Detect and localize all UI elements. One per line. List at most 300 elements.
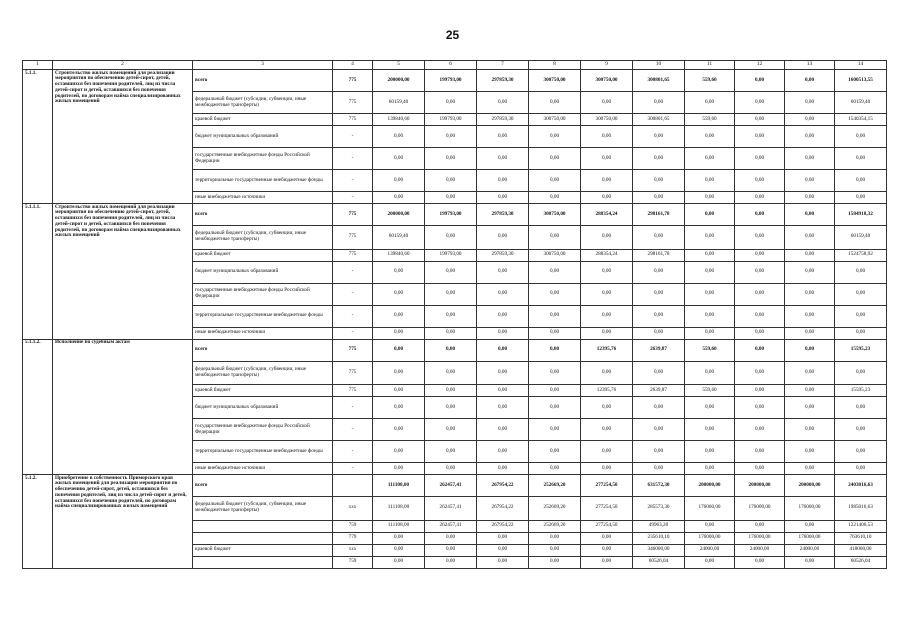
amount-cell: 0,00 (785, 361, 835, 385)
amount-cell: 0,00 (581, 226, 633, 250)
amount-cell: 267954,22 (477, 497, 529, 521)
amount-cell: 0,00 (633, 327, 685, 339)
amount-cell: 0,00 (373, 361, 425, 385)
amount-cell: 0,00 (633, 361, 685, 385)
amount-cell: 0,00 (835, 419, 887, 441)
amount-cell: 0,00 (581, 327, 633, 339)
amount-cell: 199793,00 (425, 204, 477, 226)
amount-cell: 200000,00 (373, 204, 425, 226)
amount-cell: 0,00 (735, 261, 785, 283)
column-number-9: 9 (581, 61, 633, 70)
amount-cell: 262457,41 (425, 497, 477, 521)
amount-cell: 0,00 (581, 419, 633, 441)
item-code: 5.1.1.2. (23, 339, 53, 475)
amount-cell: 0,00 (735, 148, 785, 170)
amount-cell: 0,00 (425, 544, 477, 556)
amount-cell: 0,00 (529, 170, 581, 192)
budget-code: - (333, 327, 373, 339)
amount-cell: 0,00 (529, 463, 581, 475)
amount-cell: 0,00 (785, 283, 835, 305)
funding-source: всего (193, 70, 333, 92)
amount-cell: 0,00 (581, 361, 633, 385)
amount-cell: 0,00 (529, 261, 581, 283)
amount-cell: 262457,41 (425, 475, 477, 497)
amount-cell: 285573,30 (633, 497, 685, 521)
amount-cell: 0,00 (581, 126, 633, 148)
funding-source: федеральный бюджет (субсидии, субвенции, иные межбюджетные трансферты) (193, 361, 333, 385)
amount-cell: 277254,50 (581, 520, 633, 532)
amount-cell: 60159,40 (835, 92, 887, 114)
amount-cell: 300750,00 (529, 204, 581, 226)
amount-cell: 12395,76 (581, 339, 633, 361)
amount-cell: 0,00 (633, 441, 685, 463)
amount-cell: 0,00 (735, 70, 785, 92)
amount-cell: 12395,76 (581, 385, 633, 397)
funding-source: краевой бюджет (193, 544, 333, 556)
amount-cell: 0,00 (373, 148, 425, 170)
amount-cell: 298161,78 (633, 204, 685, 226)
amount-cell: 252669,20 (529, 520, 581, 532)
amount-cell: 0,00 (529, 532, 581, 544)
amount-cell: 0,00 (685, 261, 735, 283)
amount-cell: 0,00 (477, 283, 529, 305)
column-number-1: 1 (23, 61, 53, 70)
budget-code: 775 (333, 361, 373, 385)
amount-cell: 267954,22 (477, 475, 529, 497)
column-number-8: 8 (529, 61, 581, 70)
budget-code: ххх (333, 497, 373, 521)
page-number: 25 (445, 28, 460, 42)
amount-cell: 0,00 (425, 192, 477, 204)
amount-cell: 176000,00 (735, 497, 785, 521)
amount-cell: 0,00 (529, 419, 581, 441)
funding-source (193, 532, 333, 544)
amount-cell: 0,00 (785, 204, 835, 226)
amount-cell: 0,00 (477, 261, 529, 283)
amount-cell: 0,00 (735, 361, 785, 385)
column-number-4: 4 (333, 61, 373, 70)
amount-cell: 0,00 (425, 226, 477, 250)
amount-cell: 0,00 (835, 463, 887, 475)
funding-source: государственные внебюджетные фонды Российской Федерации (193, 419, 333, 441)
amount-cell: 0,00 (425, 385, 477, 397)
amount-cell: 235610,10 (633, 532, 685, 544)
column-number-12: 12 (735, 61, 785, 70)
funding-source: федеральный бюджет (субсидии, субвенции, иные межбюджетные трансферты) (193, 92, 333, 114)
amount-cell: 0,00 (785, 126, 835, 148)
amount-cell: 0,00 (735, 419, 785, 441)
amount-cell: 0,00 (425, 463, 477, 475)
budget-code: - (333, 170, 373, 192)
amount-cell: 0,00 (633, 126, 685, 148)
budget-code: 775 (333, 92, 373, 114)
amount-cell: 559,60 (685, 70, 735, 92)
funding-source: территориальные государственные внебюджетные фонды (193, 441, 333, 463)
funding-source: всего (193, 204, 333, 226)
amount-cell: 15595,23 (835, 385, 887, 397)
funding-source: иные внебюджетные источники (193, 327, 333, 339)
amount-cell: 0,00 (581, 148, 633, 170)
amount-cell: 0,00 (735, 249, 785, 261)
column-number-11: 11 (685, 61, 735, 70)
amount-cell: 0,00 (425, 339, 477, 361)
amount-cell: 0,00 (529, 397, 581, 419)
amount-cell: 0,00 (425, 283, 477, 305)
amount-cell: 0,00 (735, 397, 785, 419)
amount-cell: 0,00 (425, 261, 477, 283)
amount-cell: 0,00 (685, 463, 735, 475)
amount-cell: 0,00 (581, 92, 633, 114)
amount-cell: 0,00 (633, 261, 685, 283)
amount-cell: 0,00 (581, 261, 633, 283)
amount-cell: 559,60 (685, 385, 735, 397)
amount-cell: 0,00 (685, 92, 735, 114)
amount-cell: 49963,20 (633, 520, 685, 532)
amount-cell: 0,00 (477, 327, 529, 339)
amount-cell: 0,00 (633, 419, 685, 441)
amount-cell: 0,00 (477, 148, 529, 170)
amount-cell: 0,00 (373, 327, 425, 339)
table-row (23, 70, 887, 92)
amount-cell: 0,00 (735, 339, 785, 361)
amount-cell: 0,00 (633, 170, 685, 192)
funding-source: бюджет муниципальных образований (193, 261, 333, 283)
amount-cell: 277254,50 (581, 475, 633, 497)
amount-cell: 0,00 (477, 361, 529, 385)
amount-cell: 0,00 (529, 441, 581, 463)
amount-cell: 0,00 (685, 397, 735, 419)
amount-cell: 559,60 (685, 114, 735, 126)
funding-source: федеральный бюджет (субсидии, субвенции, иные межбюджетные трансферты) (193, 226, 333, 250)
amount-cell: 0,00 (373, 397, 425, 419)
amount-cell: 0,00 (581, 441, 633, 463)
amount-cell: 0,00 (425, 327, 477, 339)
amount-cell: 0,00 (425, 170, 477, 192)
amount-cell: 0,00 (477, 544, 529, 556)
amount-cell: 0,00 (735, 385, 785, 397)
amount-cell: 297859,30 (477, 204, 529, 226)
amount-cell: 1600513,55 (835, 70, 887, 92)
amount-cell: 0,00 (477, 192, 529, 204)
amount-cell: 0,00 (735, 283, 785, 305)
item-description: Приобретение в собственность Приморского края жилых помещений для реализации мероприятия по обеспечению детей-сирот, детей, оставшихся без попечения родителей, лиц из числа детей-сирот и детей, оставшихся без попечения родителей, по договорам найма специализированных жилых помещений (53, 475, 193, 569)
amount-cell: 0,00 (785, 463, 835, 475)
item-code: 5.1.2. (23, 475, 53, 569)
amount-cell: 0,00 (581, 192, 633, 204)
amount-cell: 300750,00 (581, 70, 633, 92)
amount-cell: 0,00 (735, 126, 785, 148)
amount-cell: 111108,00 (373, 497, 425, 521)
amount-cell: 199793,00 (425, 249, 477, 261)
amount-cell: 0,00 (477, 339, 529, 361)
amount-cell: 0,00 (685, 283, 735, 305)
amount-cell: 0,00 (425, 126, 477, 148)
amount-cell: 0,00 (735, 192, 785, 204)
amount-cell: 0,00 (785, 556, 835, 568)
amount-cell: 0,00 (477, 126, 529, 148)
funding-source: территориальные государственные внебюджетные фонды (193, 305, 333, 327)
amount-cell: 60526,04 (633, 556, 685, 568)
funding-source: территориальные государственные внебюджетные фонды (193, 170, 333, 192)
funding-source: всего (193, 475, 333, 497)
amount-cell: 1985016,63 (835, 497, 887, 521)
amount-cell: 0,00 (685, 441, 735, 463)
amount-cell: 300750,00 (529, 114, 581, 126)
budget-code: - (333, 148, 373, 170)
amount-cell: 0,00 (685, 226, 735, 250)
amount-cell: 0,00 (373, 463, 425, 475)
column-number-14: 14 (835, 61, 887, 70)
funding-source: иные внебюджетные источники (193, 192, 333, 204)
budget-code: 779 (333, 532, 373, 544)
amount-cell: 0,00 (529, 361, 581, 385)
amount-cell: 0,00 (477, 556, 529, 568)
amount-cell: 0,00 (785, 397, 835, 419)
amount-cell: 277254,50 (581, 497, 633, 521)
amount-cell: 1524758,92 (835, 249, 887, 261)
amount-cell: 0,00 (529, 283, 581, 305)
amount-cell: 24000,00 (685, 544, 735, 556)
amount-cell: 0,00 (373, 283, 425, 305)
amount-cell: 0,00 (633, 148, 685, 170)
amount-cell: 0,00 (477, 463, 529, 475)
amount-cell: 60159,40 (835, 226, 887, 250)
amount-cell: 60159,40 (373, 92, 425, 114)
amount-cell: 1221406,53 (835, 520, 887, 532)
amount-cell: 297859,30 (477, 70, 529, 92)
budget-code: - (333, 397, 373, 419)
budget-code: - (333, 419, 373, 441)
amount-cell: 0,00 (785, 92, 835, 114)
amount-cell: 0,00 (373, 419, 425, 441)
amount-cell: 0,00 (785, 520, 835, 532)
amount-cell: 176000,00 (785, 497, 835, 521)
amount-cell: 0,00 (581, 283, 633, 305)
amount-cell: 0,00 (835, 283, 887, 305)
amount-cell: 0,00 (373, 339, 425, 361)
amount-cell: 0,00 (785, 385, 835, 397)
budget-code: 775 (333, 385, 373, 397)
amount-cell: 0,00 (633, 192, 685, 204)
amount-cell: 0,00 (785, 170, 835, 192)
table-row (23, 204, 887, 226)
amount-cell: 139840,60 (373, 114, 425, 126)
amount-cell: 0,00 (785, 70, 835, 92)
amount-cell: 111108,00 (373, 475, 425, 497)
budget-code: 775 (333, 339, 373, 361)
column-number-3: 3 (193, 61, 333, 70)
budget-code: - (333, 305, 373, 327)
item-description: Строительство жилых помещений для реализации мероприятия по обеспечению детей-сирот, детей, оставшихся без попечения родителей, лиц из числа детей-сирот и детей, оставшихся без попечения родителей, по договорам найма специализированных жилых помещений (53, 70, 193, 204)
budget-code: 775 (333, 70, 373, 92)
amount-cell: 0,00 (735, 463, 785, 475)
amount-cell: 0,00 (529, 92, 581, 114)
amount-cell: 0,00 (373, 441, 425, 463)
amount-cell: 0,00 (685, 192, 735, 204)
amount-cell: 0,00 (477, 305, 529, 327)
amount-cell: 0,00 (735, 204, 785, 226)
amount-cell: 60159,40 (373, 226, 425, 250)
amount-cell: 0,00 (425, 92, 477, 114)
amount-cell: 0,00 (633, 226, 685, 250)
funding-source: краевой бюджет (193, 114, 333, 126)
amount-cell: 0,00 (373, 544, 425, 556)
amount-cell: 199793,00 (425, 70, 477, 92)
amount-cell: 0,00 (529, 192, 581, 204)
item-code: 5.1.1.1. (23, 204, 53, 340)
amount-cell: 0,00 (685, 305, 735, 327)
amount-cell: 139840,60 (373, 249, 425, 261)
amount-cell: 0,00 (835, 148, 887, 170)
amount-cell: 0,00 (685, 327, 735, 339)
amount-cell: 0,00 (785, 148, 835, 170)
amount-cell: 0,00 (835, 170, 887, 192)
amount-cell: 0,00 (685, 126, 735, 148)
funding-source: иные внебюджетные источники (193, 463, 333, 475)
amount-cell: 0,00 (529, 305, 581, 327)
amount-cell: 0,00 (373, 556, 425, 568)
amount-cell: 0,00 (425, 556, 477, 568)
amount-cell: 200000,00 (785, 475, 835, 497)
item-description: Исполнение по судебным актам (53, 339, 193, 475)
amount-cell: 0,00 (685, 361, 735, 385)
amount-cell: 0,00 (477, 419, 529, 441)
amount-cell: 176000,00 (785, 532, 835, 544)
amount-cell: 0,00 (529, 148, 581, 170)
amount-cell: 267954,22 (477, 520, 529, 532)
amount-cell: 0,00 (477, 385, 529, 397)
budget-code: 759 (333, 556, 373, 568)
budget-table (22, 60, 887, 569)
amount-cell: 0,00 (633, 305, 685, 327)
amount-cell: 0,00 (735, 114, 785, 126)
amount-cell: 0,00 (785, 339, 835, 361)
amount-cell: 0,00 (581, 556, 633, 568)
funding-source: краевой бюджет (193, 385, 333, 397)
amount-cell: 298161,78 (633, 249, 685, 261)
amount-cell: 200000,00 (685, 475, 735, 497)
column-number-10: 10 (633, 61, 685, 70)
funding-source: бюджет муниципальных образований (193, 397, 333, 419)
amount-cell: 24000,00 (785, 544, 835, 556)
amount-cell: 2639,87 (633, 339, 685, 361)
amount-cell: 0,00 (735, 170, 785, 192)
budget-code (333, 475, 373, 497)
column-number-13: 13 (785, 61, 835, 70)
amount-cell: 0,00 (785, 114, 835, 126)
amount-cell: 0,00 (785, 305, 835, 327)
table-row (23, 475, 887, 497)
amount-cell: 0,00 (581, 170, 633, 192)
budget-code: 775 (333, 114, 373, 126)
amount-cell: 0,00 (835, 261, 887, 283)
amount-cell: 0,00 (529, 339, 581, 361)
amount-cell: 0,00 (785, 419, 835, 441)
amount-cell: 60526,04 (835, 556, 887, 568)
budget-code: - (333, 283, 373, 305)
amount-cell: 0,00 (425, 148, 477, 170)
budget-code: 775 (333, 226, 373, 250)
amount-cell: 0,00 (785, 327, 835, 339)
budget-code: - (333, 192, 373, 204)
amount-cell: 2639,87 (633, 385, 685, 397)
amount-cell: 300801,65 (633, 114, 685, 126)
amount-cell: 1584918,32 (835, 204, 887, 226)
amount-cell: 0,00 (477, 226, 529, 250)
amount-cell: 0,00 (477, 441, 529, 463)
amount-cell: 0,00 (735, 92, 785, 114)
amount-cell: 0,00 (685, 419, 735, 441)
amount-cell: 297859,30 (477, 249, 529, 261)
amount-cell: 262457,41 (425, 520, 477, 532)
item-description: Строительство жилых помещений для реализации мероприятия по обеспечению детей-сирот, детей, оставшихся без попечения родителей, лиц из числа детей-сирот и детей, оставшихся без попечения родителей, по договорам найма специализированных жилых помещений (53, 204, 193, 340)
amount-cell: 763610,10 (835, 532, 887, 544)
budget-code: - (333, 463, 373, 475)
column-number-7: 7 (477, 61, 529, 70)
funding-source: государственные внебюджетные фонды Российской Федерации (193, 148, 333, 170)
budget-code: 759 (333, 520, 373, 532)
funding-source: государственные внебюджетные фонды Российской Федерации (193, 283, 333, 305)
amount-cell: 0,00 (425, 441, 477, 463)
amount-cell: 0,00 (425, 397, 477, 419)
amount-cell: 0,00 (735, 441, 785, 463)
amount-cell: 0,00 (785, 261, 835, 283)
amount-cell: 0,00 (425, 419, 477, 441)
amount-cell: 0,00 (373, 126, 425, 148)
amount-cell: 0,00 (373, 532, 425, 544)
amount-cell: 0,00 (529, 385, 581, 397)
amount-cell: 200000,00 (373, 70, 425, 92)
amount-cell: 1540354,15 (835, 114, 887, 126)
funding-source: бюджет муниципальных образований (193, 126, 333, 148)
amount-cell: 176000,00 (735, 532, 785, 544)
amount-cell: 24000,00 (735, 544, 785, 556)
amount-cell: 0,00 (425, 532, 477, 544)
column-number-6: 6 (425, 61, 477, 70)
amount-cell: 0,00 (581, 305, 633, 327)
amount-cell: 288354,24 (581, 249, 633, 261)
amount-cell: 0,00 (477, 92, 529, 114)
amount-cell: 252669,20 (529, 497, 581, 521)
amount-cell: 631572,30 (633, 475, 685, 497)
item-code: 5.1.1. (23, 70, 53, 204)
amount-cell: 2403016,63 (835, 475, 887, 497)
amount-cell: 0,00 (685, 170, 735, 192)
amount-cell: 0,00 (581, 532, 633, 544)
amount-cell: 176000,00 (685, 497, 735, 521)
budget-code: - (333, 261, 373, 283)
amount-cell: 0,00 (835, 397, 887, 419)
amount-cell: 0,00 (835, 192, 887, 204)
amount-cell: 300801,65 (633, 70, 685, 92)
budget-code: - (333, 441, 373, 463)
amount-cell: 559,60 (685, 339, 735, 361)
amount-cell: 0,00 (735, 226, 785, 250)
amount-cell: 0,00 (835, 305, 887, 327)
amount-cell: 346000,00 (633, 544, 685, 556)
amount-cell: 0,00 (785, 441, 835, 463)
funding-source (193, 520, 333, 532)
header-row (23, 61, 887, 70)
amount-cell: 300750,00 (529, 249, 581, 261)
amount-cell: 0,00 (633, 283, 685, 305)
amount-cell: 300750,00 (581, 114, 633, 126)
amount-cell: 0,00 (529, 226, 581, 250)
amount-cell: 0,00 (373, 261, 425, 283)
column-number-5: 5 (373, 61, 425, 70)
table-row (23, 339, 887, 361)
amount-cell: 199793,00 (425, 114, 477, 126)
